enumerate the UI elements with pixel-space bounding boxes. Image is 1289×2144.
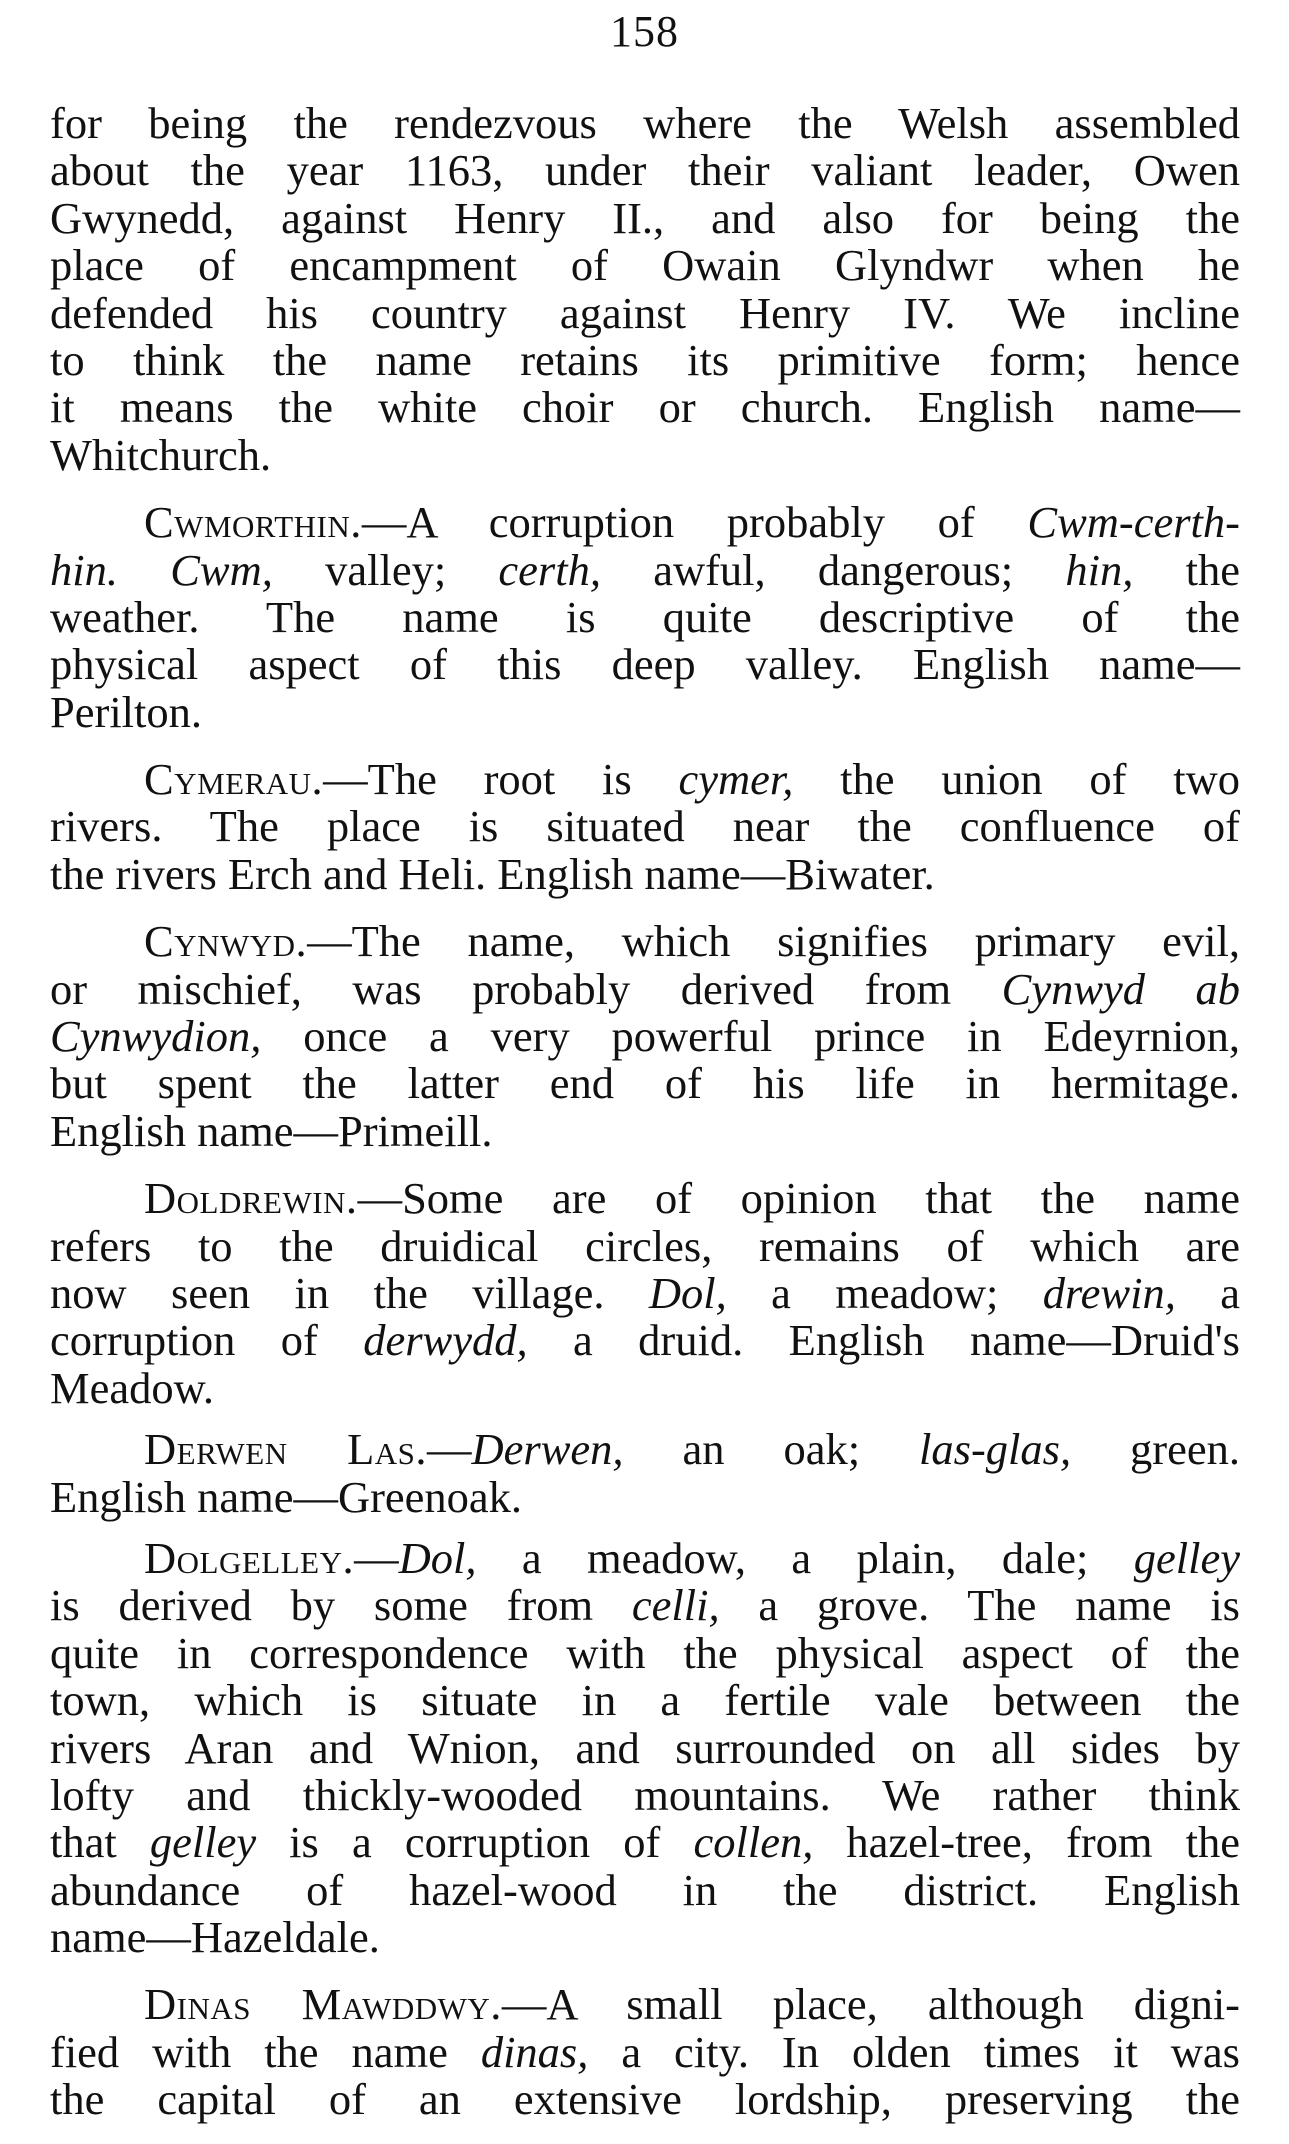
text-line [50,1013,1240,1060]
italic-term: Cwm-certh- [1027,497,1240,548]
italic-term: Derwen, [471,1424,624,1475]
entry-derwen-las [50,1426,1240,1521]
text-run: hazel-tree, from the [813,1817,1240,1868]
text-run: once a very powerful prince in Edeyrnion, [261,1011,1240,1062]
text-line: defended his country against Henry IV. We incline [50,287,1240,338]
italic-term: Dol, [648,1267,727,1318]
italic-term: derwydd, [363,1315,528,1366]
italic-term: dinas, [480,2026,589,2077]
text-line [50,1819,1240,1866]
italic-term: Dol, [398,1532,477,1583]
text-line: name—Hazeldale. [50,1912,380,1963]
text-line: to think the name retains its primitive form; hence [50,334,1240,385]
text-line: English name—Primeill. [50,1105,493,1156]
text-run: awful, dangerous; [600,544,1066,595]
italic-term: certh, [498,544,601,595]
text-run: a meadow, a plain, dale; [476,1532,1134,1583]
text-run: now seen in the village. [50,1267,649,1318]
text-line: weather. The name is quite descriptive of the [50,591,1240,642]
text-run: valley; [272,544,499,595]
entry-doldrewin [50,1175,1240,1412]
italic-term: hin, [1065,544,1134,595]
text-line: physical aspect of this deep valley. English name— [50,639,1240,690]
text-line: Whitchurch. [50,429,272,480]
text-run: a city. In olden times it was [588,2026,1240,2077]
entry-cynwyd [50,918,1240,1155]
italic-term: Cynwydion, [50,1011,262,1062]
page-body [50,100,1240,2144]
text-line: Perilton. [50,686,203,737]
text-run: the union of two [793,754,1240,805]
page-number: 158 [610,7,679,56]
text-line [50,963,1241,1014]
text-line: it means the white choir or church. English name— [50,382,1240,433]
text-run: a meadow; [726,1267,1043,1318]
text-line: abundance of hazel-wood in the district. English [50,1864,1240,1915]
italic-term: cymer, [678,754,794,805]
italic-term: Cwm, [170,544,273,595]
text-line: but spent the latter end of his life in hermitage. [50,1058,1240,1109]
text-run: a [1175,1267,1240,1318]
text-line [50,1267,1240,1318]
text-run: —Some are of opinion that the name [357,1173,1240,1224]
entry-heading: Derwen Las. [144,1424,428,1475]
text-line: quite in correspondence with the physical aspect of the [50,1627,1240,1678]
text-line: for being the rendezvous where the Welsh assembled [50,98,1240,148]
text-run: a grove. The name is [719,1580,1240,1631]
text-line: rivers Aran and Wnion, and surrounded on all sides by [50,1722,1240,1773]
italic-term: Cynwyd ab [1001,963,1241,1014]
italic-term: drewin, [1042,1267,1176,1318]
text-run: fied with the name [50,2026,481,2077]
italic-term: hin. [50,544,118,595]
text-run: an oak; [623,1424,920,1475]
text-line [50,1981,1240,2028]
text-line: rivers. The place is situated near the confluence of [50,801,1240,852]
italic-term: las-glas, [919,1424,1072,1475]
entry-heading: Cymerau. [144,754,324,805]
entry-cymerau [50,756,1240,898]
text-line [50,2026,1240,2077]
text-run: corruption of [50,1315,364,1366]
intro-paragraph [50,100,1240,479]
text-line: town, which is situate in a fertile vale between the [50,1675,1240,1726]
entry-dolgelley [50,1532,1240,1963]
text-line: Meadow. [50,1362,214,1413]
text-run: or mischief, was probably derived from [50,963,1002,1014]
text-run: the [1133,544,1240,595]
text-line: place of encampment of Owain Glyndwr when he [50,240,1240,291]
text-run: — [427,1424,472,1475]
text-run: is a corruption of [256,1817,694,1868]
italic-term: collen, [693,1817,814,1868]
text-run: — [354,1532,399,1583]
text-line [50,499,1240,546]
italic-term: celli, [631,1580,720,1631]
text-run: —A corruption probably of [361,497,1028,548]
entry-heading: Cynwyd. [144,916,308,967]
text-run: is derived by some from [50,1580,632,1631]
text-run: —A small place, although digni- [501,1979,1240,2030]
entry-heading: Dinas Mawddwy. [144,1979,502,2030]
text-line [50,756,1240,803]
text-run: —The name, which signifies primary evil, [307,916,1240,967]
italic-term: gelley [149,1817,257,1868]
entry-dinas-mawddwy [50,1981,1240,2123]
text-line [50,1582,1240,1629]
text-line [50,544,1240,595]
text-line: the rivers Erch and Heli. English name—Biwater. [50,848,935,899]
text-line: the capital of an extensive lordship, preserving the [50,2074,1240,2125]
text-line [50,1426,1240,1473]
text-line: about the year 1163, under their valiant leader, Owen [50,145,1240,196]
entry-cwmorthin [50,499,1240,736]
text-line [50,1532,1240,1583]
text-run: —The root is [323,754,679,805]
text-run: green. [1071,1424,1240,1475]
entry-heading: Dolgelley. [144,1532,355,1583]
text-line [50,1317,1240,1364]
text-run: that [50,1817,150,1868]
text-line: English name—Greenoak. [50,1471,523,1522]
text-run: a druid. English name—Druid's [527,1315,1241,1366]
text-line [50,918,1240,965]
text-line: lofty and thickly-wooded mountains. We rather think [50,1769,1240,1820]
entry-heading: Doldrewin. [144,1173,358,1224]
text-line: Gwynedd, against Henry II., and also for being the [50,192,1240,243]
text-line [50,1175,1240,1222]
text-line: refers to the druidical circles, remains of which are [50,1220,1240,1271]
entry-heading: Cwmorthin. [144,497,362,548]
italic-term: gelley [1133,1532,1240,1583]
